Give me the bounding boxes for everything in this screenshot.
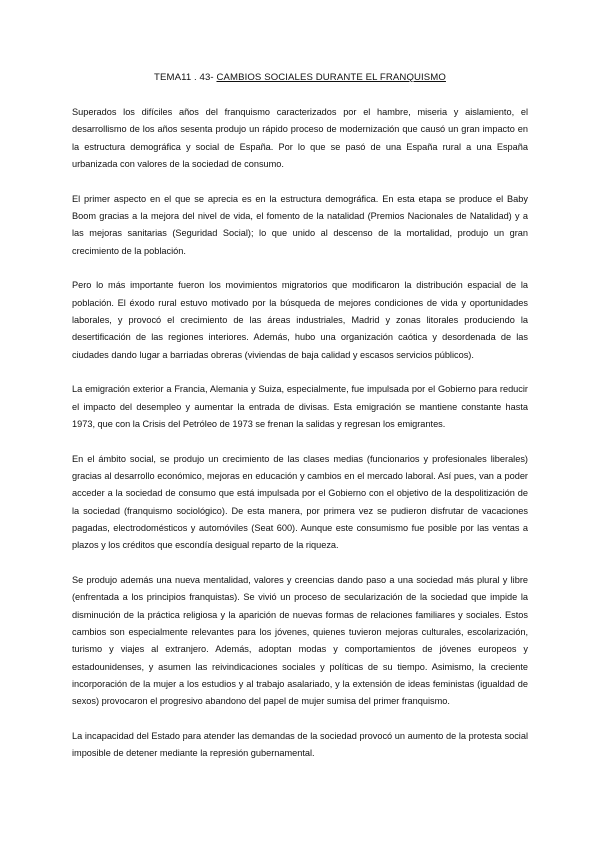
title-underlined: CAMBIOS SOCIALES DURANTE EL FRANQUISMO — [216, 72, 446, 83]
paragraph-4: La emigración exterior a Francia, Alemania y Suiza, especialmente, fue impulsada por el Gobierno para reducir el impacto del desempleo y aumentar la entrada de divisas. Esta emigración se mantiene constante hasta 1973, que con la Crisis del Petróleo de 1973 se frenan la salidas y regresan los emigrantes. — [72, 384, 528, 429]
paragraph-5: En el ámbito social, se produjo un crecimiento de las clases medias (funcionarios y profesionales liberales) gracias al desarrollo económico, mejoras en educación y cambios en el mercado laboral. Así pues, van a poder acceder a la sociedad de consumo que está impulsada por el Gobierno con el objetivo de la despolitización de la sociedad (franquismo sociológico). De esta manera, por primera vez se pudieron disfrutar de vacaciones pagadas, electrodomésticos y automóviles (Seat 600). Aunque este consumismo fue posible por las ventas a plazos y los créditos que escondía desigual reparto de la riqueza. — [72, 453, 528, 551]
document-title — [72, 72, 528, 84]
title-prefix: TEMA11 . 43- — [154, 72, 217, 83]
paragraph-6: Se produjo además una nueva mentalidad, valores y creencias dando paso a una sociedad más plural y libre (enfrentada a los principios franquistas). Se vivió un proceso de secularización de la sociedad que impide la disminución de la práctica religiosa y la aparición de nuevas formas de relaciones familiares y sociales. Estos cambios son especialmente relevantes para los jóvenes, quienes tuvieron mejoras culturales, escolarización, turismo y viajes al extranjero. Además, adoptan modas y comportamientos de jóvenes europeos y estadounidenses, y asumen las reivindicaciones sociales y políticas de su tiempo. Asimismo, la creciente incorporación de la mujer a los estudios y al trabajo asalariado, y la extensión de ideas feministas (igualdad de sexos) provocaron el progresivo abandono del papel de mujer sumisa del primer franquismo. — [72, 575, 528, 707]
paragraph-1: Superados los difíciles años del franquismo caracterizados por el hambre, miseria y aislamiento, el desarrollismo de los años sesenta produjo un rápido proceso de modernización que causó un gran impacto en la estructura demográfica y social de España. Por lo que se pasó de una España rural a una España urbanizada con valores de la sociedad de consumo. — [72, 107, 528, 169]
paragraph-3: Pero lo más importante fueron los movimientos migratorios que modificaron la distribución espacial de la población. El éxodo rural estuvo motivado por la búsqueda de mejores condiciones de vida y oportunidades laborales, y provocó el crecimiento de las áreas industriales, Madrid y zonas litorales produciendo la desertificación de las regiones interiores. Además, hubo una organización caótica y desordenada de las ciudades dando lugar a barriadas obreras (viviendas de baja calidad y escasos servicios públicos). — [72, 280, 528, 360]
paragraph-2: El primer aspecto en el que se aprecia es en la estructura demográfica. En esta etapa se produce el Baby Boom gracias a la mejora del nivel de vida, el fomento de la natalidad (Premios Nacionales de Natalidad) y a las mejoras sanitarias (Seguridad Social); lo que unido al descenso de la mortalidad, produjo un gran crecimiento de la población. — [72, 193, 528, 256]
paragraph-7: La incapacidad del Estado para atender las demandas de la sociedad provocó un aumento de la protesta social imposible de detener mediante la represión gubernamental. — [72, 730, 528, 759]
